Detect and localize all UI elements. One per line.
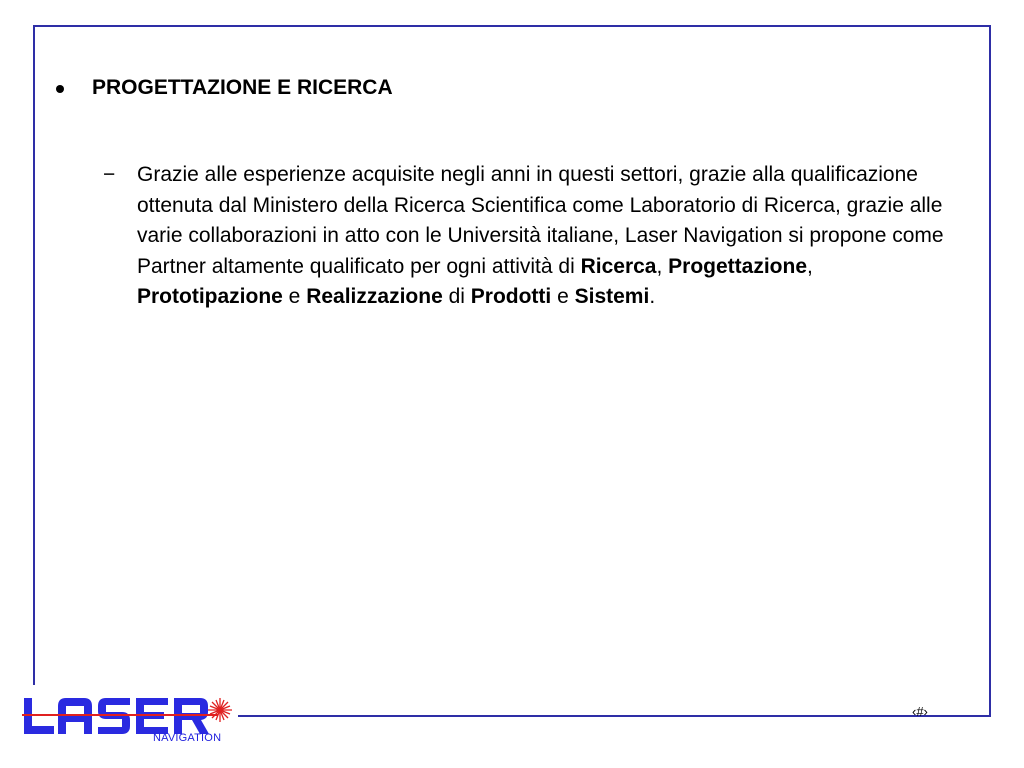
logo-subtitle: NAVIGATION <box>153 732 222 744</box>
para-text-2: , <box>656 254 669 278</box>
laser-star-icon <box>208 698 232 722</box>
frame-left-border <box>33 25 35 685</box>
para-bold-ricerca: Ricerca <box>580 254 657 278</box>
para-text-1: Grazie alle esperienze acquisite negli anni in questi settori, grazie alla qualificazione ottenuta dal Ministero della Ricerca Scientifica come Laboratorio di Ricerca, grazie alle varie collaborazioni in atto con le Università italiane, Laser Navigation si propone come Partner altamente qualificato per ogni attività di <box>137 163 944 278</box>
para-bold-prototipazione: Prototipazione <box>137 285 283 308</box>
frame-bottom-border <box>238 715 991 717</box>
para-bold-progettazione: Progettazione <box>668 254 808 278</box>
frame-top-border <box>33 25 991 27</box>
dash-bullet: − <box>103 163 116 186</box>
para-text-4: e <box>282 285 307 308</box>
para-bold-prodotti: Prodotti <box>470 285 552 308</box>
slide-heading: PROGETTAZIONE E RICERCA <box>92 76 393 99</box>
bullet-icon <box>56 85 64 93</box>
heading-row <box>56 76 393 100</box>
para-text-7: . <box>649 285 656 308</box>
body-paragraph <box>137 160 947 313</box>
para-bold-realizzazione: Realizzazione <box>306 285 443 308</box>
laser-wordmark <box>22 698 218 734</box>
para-text-3: , <box>807 254 813 278</box>
para-text-6: e <box>551 285 575 308</box>
page-number: ‹#› <box>912 704 928 719</box>
sub-bullet-row <box>103 160 947 313</box>
para-text-5: di <box>442 285 471 308</box>
frame-right-border <box>989 25 991 717</box>
para-bold-sistemi: Sistemi <box>574 285 650 308</box>
